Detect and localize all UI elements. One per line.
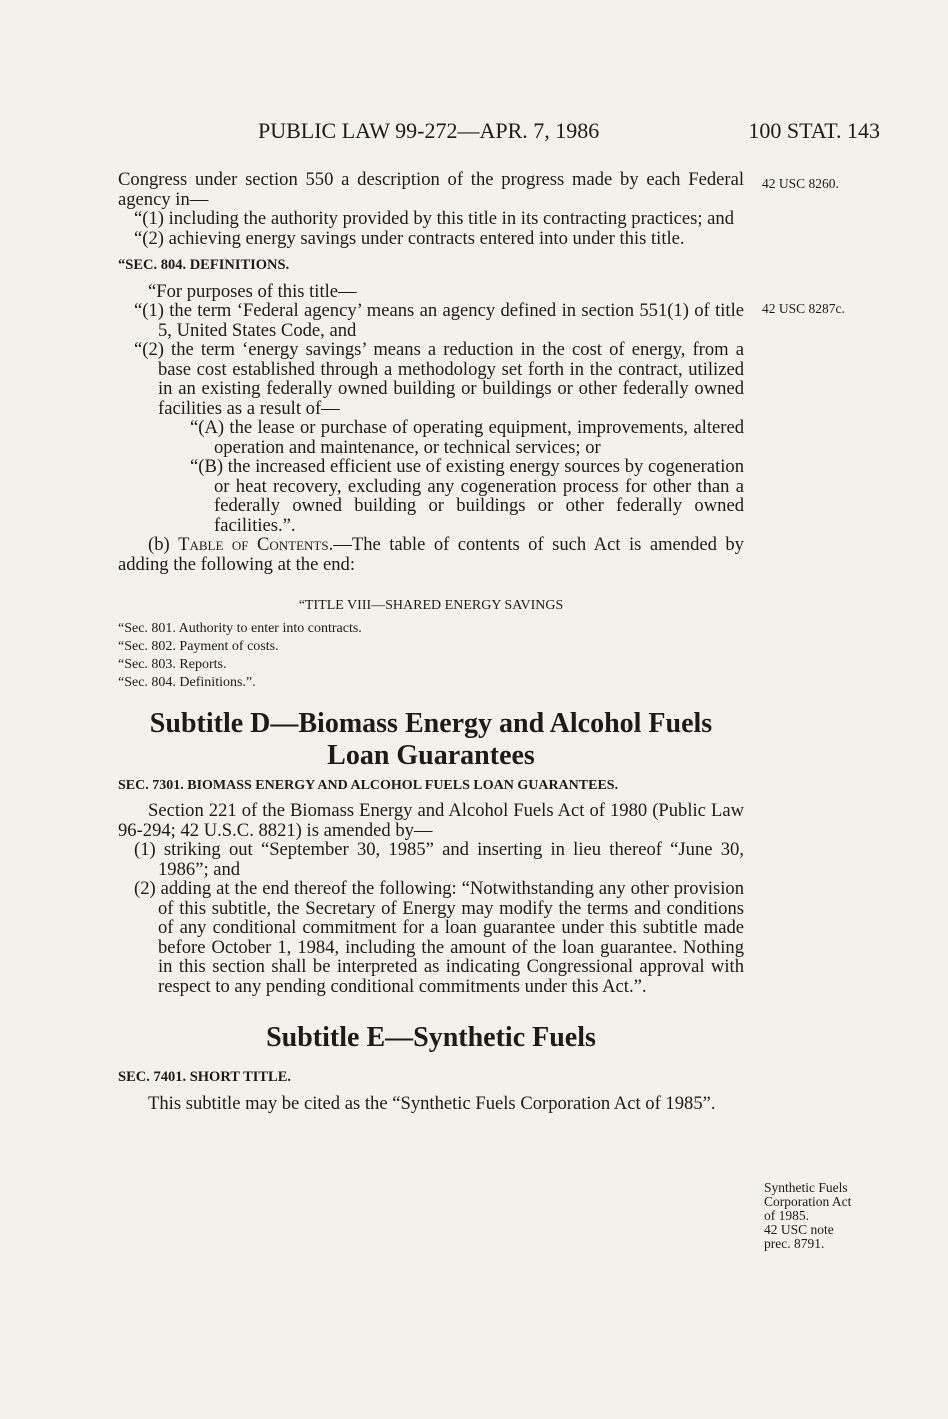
main-text	[118, 170, 744, 1113]
paragraph-text: .—The table of contents of such Act is amended by adding the following at the end:	[118, 534, 744, 575]
paragraph: “(A) the lease or purchase of operating equipment, improvements, altered operation and maintenance, or technical services; or	[190, 417, 744, 458]
section-heading: “SEC. 804. DEFINITIONS.	[118, 257, 290, 273]
paragraph: “(2) achieving energy savings under contracts entered into under this title.	[134, 227, 685, 249]
paragraph: This subtitle may be cited as the “Synthetic Fuels Corporation Act of 1985”.	[148, 1092, 716, 1114]
subtitle-line: Loan Guarantees	[327, 739, 535, 771]
section-heading: SEC. 7401. SHORT TITLE.	[118, 1069, 292, 1085]
subtitle-e-heading: Subtitle E—Synthetic Fuels	[266, 1022, 596, 1053]
paragraph: “For purposes of this title—	[148, 280, 357, 302]
margin-note-line: 42 USC note	[764, 1222, 834, 1237]
paragraph: (1) striking out “September 30, 1985” and inserting in lieu thereof “June 30, 1986”; and	[134, 839, 744, 880]
paragraph: Congress under section 550 a description of the progress made by each Federal agency in—	[118, 169, 744, 210]
inline-heading: Table of Contents	[178, 534, 329, 555]
margin-note-line: prec. 8791.	[764, 1236, 825, 1251]
paragraph: “(1) including the authority provided by this title in its contracting practices; and	[134, 208, 735, 229]
section-heading: SEC. 7301. BIOMASS ENERGY AND ALCOHOL FUELS LOAN GUARANTEES.	[118, 777, 619, 793]
toc-item: “Sec. 803. Reports.	[118, 656, 227, 672]
paragraph	[118, 535, 744, 574]
margin-note-line: of 1985.	[764, 1208, 809, 1223]
paragraph-lead: (b)	[148, 534, 179, 555]
margin-note-42-usc-8260: 42 USC 8260.	[762, 176, 839, 191]
paragraph: “(2) the term ‘energy savings’ means a reduction in the cost of energy, from a base cost established through a methodology set forth in the contract, utilized in an existing federally owned building or buildings or other federally owned facilities as a result of—	[134, 339, 744, 419]
paragraph: Section 221 of the Biomass Energy and Alcohol Fuels Act of 1980 (Public Law 96-294; 42 U.S.C. 8821) is amended by—	[118, 800, 744, 841]
header-page-number: 100 STAT. 143	[748, 118, 880, 143]
margin-note-42-usc-8287c: 42 USC 8287c.	[762, 301, 845, 316]
margin-note-synthetic-fuels	[764, 1181, 851, 1251]
subtitle-line: Subtitle D—Biomass Energy and Alcohol Fuels	[149, 707, 713, 739]
toc-item: “Sec. 801. Authority to enter into contracts.	[118, 620, 362, 636]
toc-title: “TITLE VIII—SHARED ENERGY SAVINGS	[298, 598, 564, 613]
margin-note-line: Synthetic Fuels	[764, 1180, 848, 1195]
header-title: PUBLIC LAW 99-272—APR. 7, 1986	[258, 118, 600, 143]
paragraph: (2) adding at the end thereof the following: “Notwithstanding any other provision of this subtitle, the Secretary of Energy may modify the terms and conditions of any conditional commitment for a loan guarantee under this subtitle made before October 1, 1984, including the amount of the loan guarantee. Nothing in this section shall be interpreted as indicating Congressional approval with respect to any pending conditional commitments under this Act.”.	[134, 878, 744, 997]
subtitle-d-heading	[118, 708, 744, 772]
table-of-contents	[118, 620, 744, 692]
paragraph: “(B) the increased efficient use of existing energy sources by cogeneration or heat recovery, excluding any cogeneration process for other than a federally owned building or buildings or other federally owned facilities.”.	[190, 456, 744, 536]
toc-item: “Sec. 802. Payment of costs.	[118, 638, 279, 654]
toc-item: “Sec. 804. Definitions.”.	[118, 674, 256, 690]
page-header	[230, 118, 880, 148]
paragraph: “(1) the term ‘Federal agency’ means an agency defined in section 551(1) of title 5, United States Code, and	[134, 300, 744, 341]
margin-note-line: Corporation Act	[764, 1194, 852, 1209]
